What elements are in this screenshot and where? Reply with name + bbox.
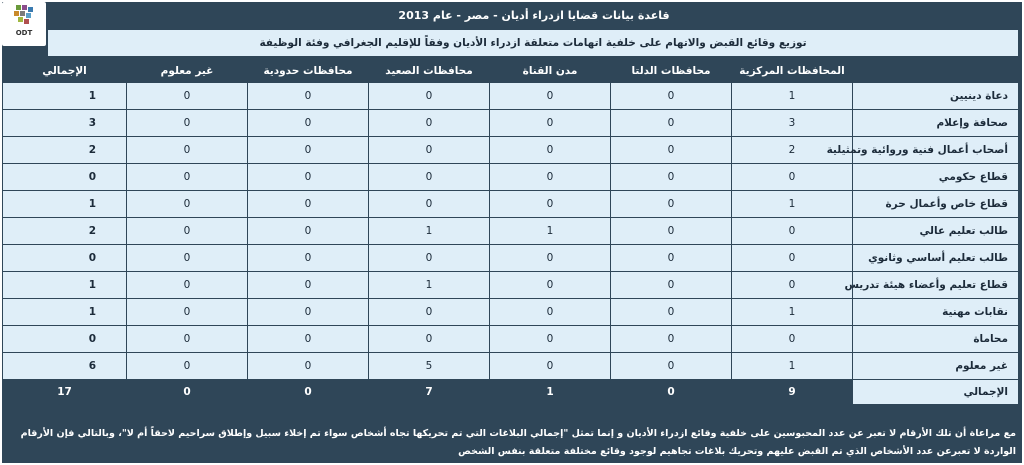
table-cell: 0 <box>732 218 853 245</box>
table-cell: 1 <box>732 299 853 326</box>
table-row <box>3 326 1019 353</box>
column-header: الإجمالي <box>3 60 127 83</box>
table-cell: 1 <box>732 83 853 110</box>
row-total-cell: 1 <box>3 272 127 299</box>
table-cell: 0 <box>248 110 369 137</box>
row-total-cell: 1 <box>3 83 127 110</box>
row-label: قطاع خاص وأعمال حرة <box>853 191 1019 218</box>
table-cell: 0 <box>248 272 369 299</box>
table-cell: 0 <box>248 380 369 405</box>
table-cell: 0 <box>127 299 248 326</box>
table-cell: 0 <box>127 353 248 380</box>
table-cell: 0 <box>248 191 369 218</box>
table-cell: 0 <box>490 83 611 110</box>
table-row <box>3 110 1019 137</box>
table-cell: 7 <box>369 380 490 405</box>
table-cell: 0 <box>611 164 732 191</box>
table-cell: 0 <box>732 326 853 353</box>
page-title: قاعدة بيانات قضايا ازدراء أديان - مصر - عام 2013 <box>398 8 670 22</box>
table-cell: 0 <box>248 245 369 272</box>
table-cell: 0 <box>127 164 248 191</box>
table-cell: 0 <box>248 83 369 110</box>
table-cell: 0 <box>369 299 490 326</box>
row-label: طالب تعليم عالي <box>853 218 1019 245</box>
column-header: محافظات الصعيد <box>369 60 490 83</box>
table-cell: 0 <box>248 137 369 164</box>
table-cell: 0 <box>732 272 853 299</box>
table-row <box>3 137 1019 164</box>
table-cell: 0 <box>248 164 369 191</box>
table-cell: 0 <box>369 191 490 218</box>
table-cell: 0 <box>369 137 490 164</box>
table-cell: 0 <box>490 299 611 326</box>
table-cell: 3 <box>732 110 853 137</box>
table-row <box>3 83 1019 110</box>
logo-mark-icon <box>2 2 46 30</box>
table-cell: 0 <box>611 191 732 218</box>
column-header: محافظات حدودية <box>248 60 369 83</box>
table-cell: 0 <box>127 83 248 110</box>
row-label: طالب تعليم أساسي وثانوي <box>853 245 1019 272</box>
table-cell: 0 <box>127 191 248 218</box>
table-cell: 1 <box>732 191 853 218</box>
table-cell: 0 <box>127 380 248 405</box>
table-cell: 0 <box>248 353 369 380</box>
table-subtitle: توزيع وقائع القبض والاتهام على خلفية اتهامات متعلقة ازدراء الأديان وفقاً للإقليم الجغرافي وفئة الوظيفة <box>48 30 1018 56</box>
table-cell: 0 <box>611 218 732 245</box>
table-cell: 0 <box>490 353 611 380</box>
row-label: قطاع تعليم وأعضاء هيئة تدريس <box>853 272 1019 299</box>
row-label: صحافة وإعلام <box>853 110 1019 137</box>
table-cell: 0 <box>369 326 490 353</box>
odt-logo <box>2 2 46 46</box>
total-row <box>3 380 1019 405</box>
table-cell: 0 <box>369 164 490 191</box>
table-cell: 0 <box>611 137 732 164</box>
row-total-cell: 1 <box>3 299 127 326</box>
table-cell: 0 <box>611 380 732 405</box>
table-row <box>3 299 1019 326</box>
data-table <box>2 59 1019 405</box>
table-row <box>3 245 1019 272</box>
column-header: المحافظات المركزية <box>732 60 853 83</box>
table-cell: 0 <box>611 326 732 353</box>
table-cell: 0 <box>127 110 248 137</box>
row-label: محاماة <box>853 326 1019 353</box>
row-total-cell: 3 <box>3 110 127 137</box>
table-cell: 9 <box>732 380 853 405</box>
table-cell: 0 <box>127 137 248 164</box>
row-label: نقابات مهنية <box>853 299 1019 326</box>
table-cell: 0 <box>490 137 611 164</box>
row-total-cell: 17 <box>3 380 127 405</box>
table-row <box>3 164 1019 191</box>
table-row <box>3 272 1019 299</box>
table-cell: 2 <box>732 137 853 164</box>
table-cell: 0 <box>732 245 853 272</box>
table-row <box>3 353 1019 380</box>
column-header: مدن القناة <box>490 60 611 83</box>
table-cell: 5 <box>369 353 490 380</box>
table-row <box>3 218 1019 245</box>
table-cell: 0 <box>611 245 732 272</box>
footnote: مع مراعاة أن تلك الأرقام لا تعبر عن عدد المحبوسين على خلفية وقائع ازدراء الأديان و إنما تمثل "إجمالي البلاغات التي تم تحريكها تجاه أشخاص سواء تم إخلاء سبيل وإطلاق سراحيم لاحقاً أم لا"، وبالتالي فإن الأرقام الواردة لا تعبرعن عدد الأشخاص الذي تم القبض عليهم وتحريك بلاغات تجاهيم لوجود وقائع مختلفة متعلقة بنفس الشخص <box>20 428 1016 457</box>
table-cell: 0 <box>127 326 248 353</box>
table-cell: 0 <box>611 83 732 110</box>
header-row <box>3 60 1019 83</box>
table-cell: 1 <box>490 380 611 405</box>
row-total-cell: 2 <box>3 218 127 245</box>
table-cell: 0 <box>490 245 611 272</box>
table-cell: 0 <box>127 245 248 272</box>
table-cell: 0 <box>611 353 732 380</box>
table-cell: 0 <box>611 272 732 299</box>
row-total-cell: 0 <box>3 164 127 191</box>
row-label: قطاع حكومي <box>853 164 1019 191</box>
corner-cell <box>853 60 1019 83</box>
row-total-cell: 6 <box>3 353 127 380</box>
table-cell: 1 <box>732 353 853 380</box>
row-label: غير معلوم <box>853 353 1019 380</box>
table-cell: 0 <box>248 326 369 353</box>
table-row <box>3 191 1019 218</box>
column-header: غير معلوم <box>127 60 248 83</box>
table-cell: 1 <box>369 272 490 299</box>
row-total-cell: 2 <box>3 137 127 164</box>
table-cell: 0 <box>248 218 369 245</box>
table-cell: 0 <box>490 164 611 191</box>
row-label: الإجمالي <box>853 380 1019 405</box>
table-cell: 0 <box>369 83 490 110</box>
table-cell: 0 <box>490 110 611 137</box>
table-cell: 0 <box>490 191 611 218</box>
row-total-cell: 1 <box>3 191 127 218</box>
column-header: محافظات الدلتا <box>611 60 732 83</box>
table-cell: 0 <box>127 272 248 299</box>
row-label: دعاة دينيين <box>853 83 1019 110</box>
table-cell: 0 <box>248 299 369 326</box>
table-cell: 0 <box>490 272 611 299</box>
table-cell: 0 <box>369 110 490 137</box>
table-cell: 0 <box>127 218 248 245</box>
logo-text: ODT <box>15 29 33 37</box>
table-cell: 0 <box>490 326 611 353</box>
table-cell: 1 <box>490 218 611 245</box>
table-cell: 0 <box>611 299 732 326</box>
row-label: أصحاب أعمال فنية وروائية وتمثيلية <box>853 137 1019 164</box>
table-cell: 1 <box>369 218 490 245</box>
table-cell: 0 <box>369 245 490 272</box>
row-total-cell: 0 <box>3 326 127 353</box>
table-cell: 0 <box>732 164 853 191</box>
row-total-cell: 0 <box>3 245 127 272</box>
table-cell: 0 <box>611 110 732 137</box>
